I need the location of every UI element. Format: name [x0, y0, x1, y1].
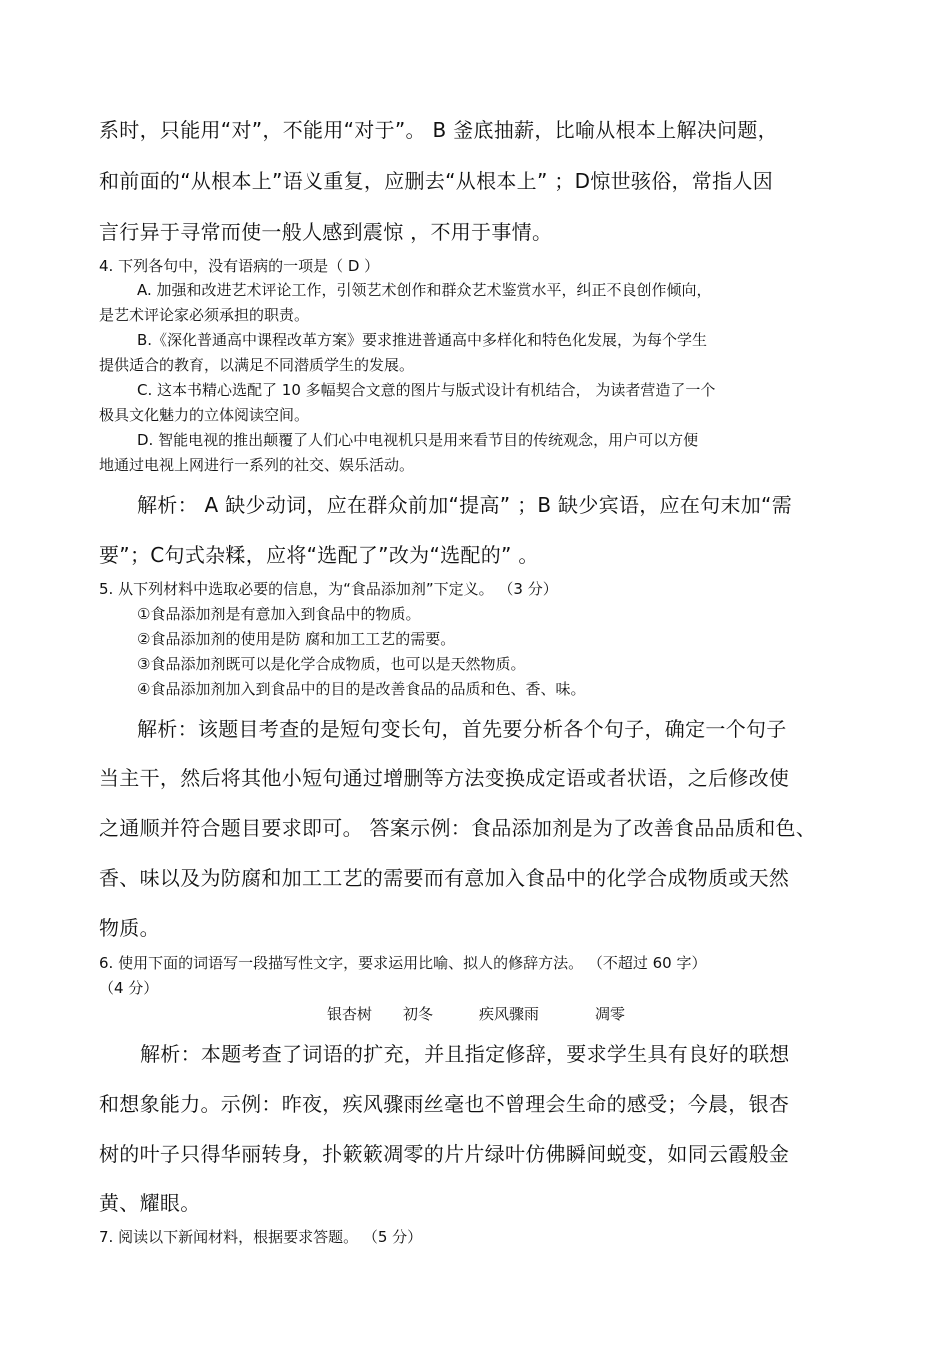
option-line: D. 智能电视的推出颠覆了人们心中电视机只是用来看节目的传统观念，用户可以方便 — [137, 431, 699, 449]
material-item: ③食品添加剂既可以是化学合成物质，也可以是天然物质。 — [137, 655, 526, 673]
analysis-line: 物质。 — [99, 916, 160, 940]
given-word: 银杏树 — [327, 1005, 373, 1023]
option-line: 是艺术评论家必须承担的职责。 — [99, 306, 310, 324]
material-item: ①食品添加剂是有意加入到食品中的物质。 — [137, 605, 421, 623]
option-line: 地通过电视上网进行一系列的社交、娱乐活动。 — [99, 456, 415, 474]
question-stem: 7. 阅读以下新闻材料，根据要求答题。 （5 分） — [99, 1228, 423, 1246]
question-score: （4 分） — [99, 979, 159, 997]
analysis-line: 言行异于寻常而使一般人感到震惊 ，不用于事情。 — [99, 220, 553, 244]
question-stem: 5. 从下列材料中选取必要的信息，为“食品添加剂”下定义。 （3 分） — [99, 580, 558, 598]
option-line: A. 加强和改进艺术评论工作，引领艺术创作和群众艺术鉴赏水平，纠正不良创作倾向， — [137, 281, 712, 299]
analysis-line: 之通顺并符合题目要求即可。 答案示例：食品添加剂是为了改善食品品质和色、 — [99, 816, 817, 840]
analysis-line: 解析：本题考查了词语的扩充，并且指定修辞，要求学生具有良好的联想 — [140, 1042, 790, 1066]
given-word: 凋零 — [595, 1005, 626, 1023]
given-word: 疾风骤雨 — [479, 1005, 540, 1023]
option-line: 提供适合的教育，以满足不同潜质学生的发展。 — [99, 356, 415, 374]
option-line: B.《深化普通高中课程改革方案》要求推进普通高中多样化和特色化发展，为每个学生 — [137, 331, 708, 349]
option-line: 极具文化魅力的立体阅读空间。 — [99, 406, 310, 424]
analysis-line: 和想象能力。示例：昨夜，疾风骤雨丝毫也不曾理会生命的感受；今晨，银杏 — [99, 1092, 790, 1116]
analysis-line: 树的叶子只得华丽转身，扑簌簌凋零的片片绿叶仿佛瞬间蜕变，如同云霞般金 — [99, 1142, 790, 1166]
analysis-line: 要”；C句式杂糅，应将“选配了”改为“选配的” 。 — [99, 543, 539, 567]
analysis-line: 和前面的“从根本上”语义重复，应删去“从根本上” ；D惊世骇俗，常指人因 — [99, 169, 774, 193]
material-item: ④食品添加剂加入到食品中的目的是改善食品的品质和色、香、味。 — [137, 680, 586, 698]
analysis-line: 香、味以及为防腐和加工工艺的需要而有意加入食品中的化学合成物质或天然 — [99, 866, 790, 890]
question-stem: 4. 下列各句中，没有语病的一项是（ D ） — [99, 257, 380, 275]
option-line: C. 这本书精心选配了 10 多幅契合文意的图片与版式设计有机结合， 为读者营造了一个 — [137, 381, 716, 399]
given-word: 初冬 — [403, 1005, 434, 1023]
analysis-line: 解析： A 缺少动词，应在群众前加“提高” ；B 缺少宾语，应在句末加“需 — [137, 493, 793, 517]
material-item: ②食品添加剂的使用是防 腐和加工工艺的需要。 — [137, 630, 456, 648]
analysis-line: 系时，只能用“对”，不能用“对于”。 B 釜底抽薪，比喻从根本上解决问题， — [99, 118, 778, 142]
analysis-line: 当主干，然后将其他小短句通过增删等方法变换成定语或者状语，之后修改使 — [99, 766, 790, 790]
analysis-line: 黄、耀眼。 — [99, 1191, 201, 1215]
question-stem: 6. 使用下面的词语写一段描写性文字，要求运用比喻、拟人的修辞方法。 （不超过 60 字） — [99, 954, 707, 972]
analysis-line: 解析：该题目考查的是短句变长句，首先要分析各个句子，确定一个句子 — [137, 717, 787, 741]
